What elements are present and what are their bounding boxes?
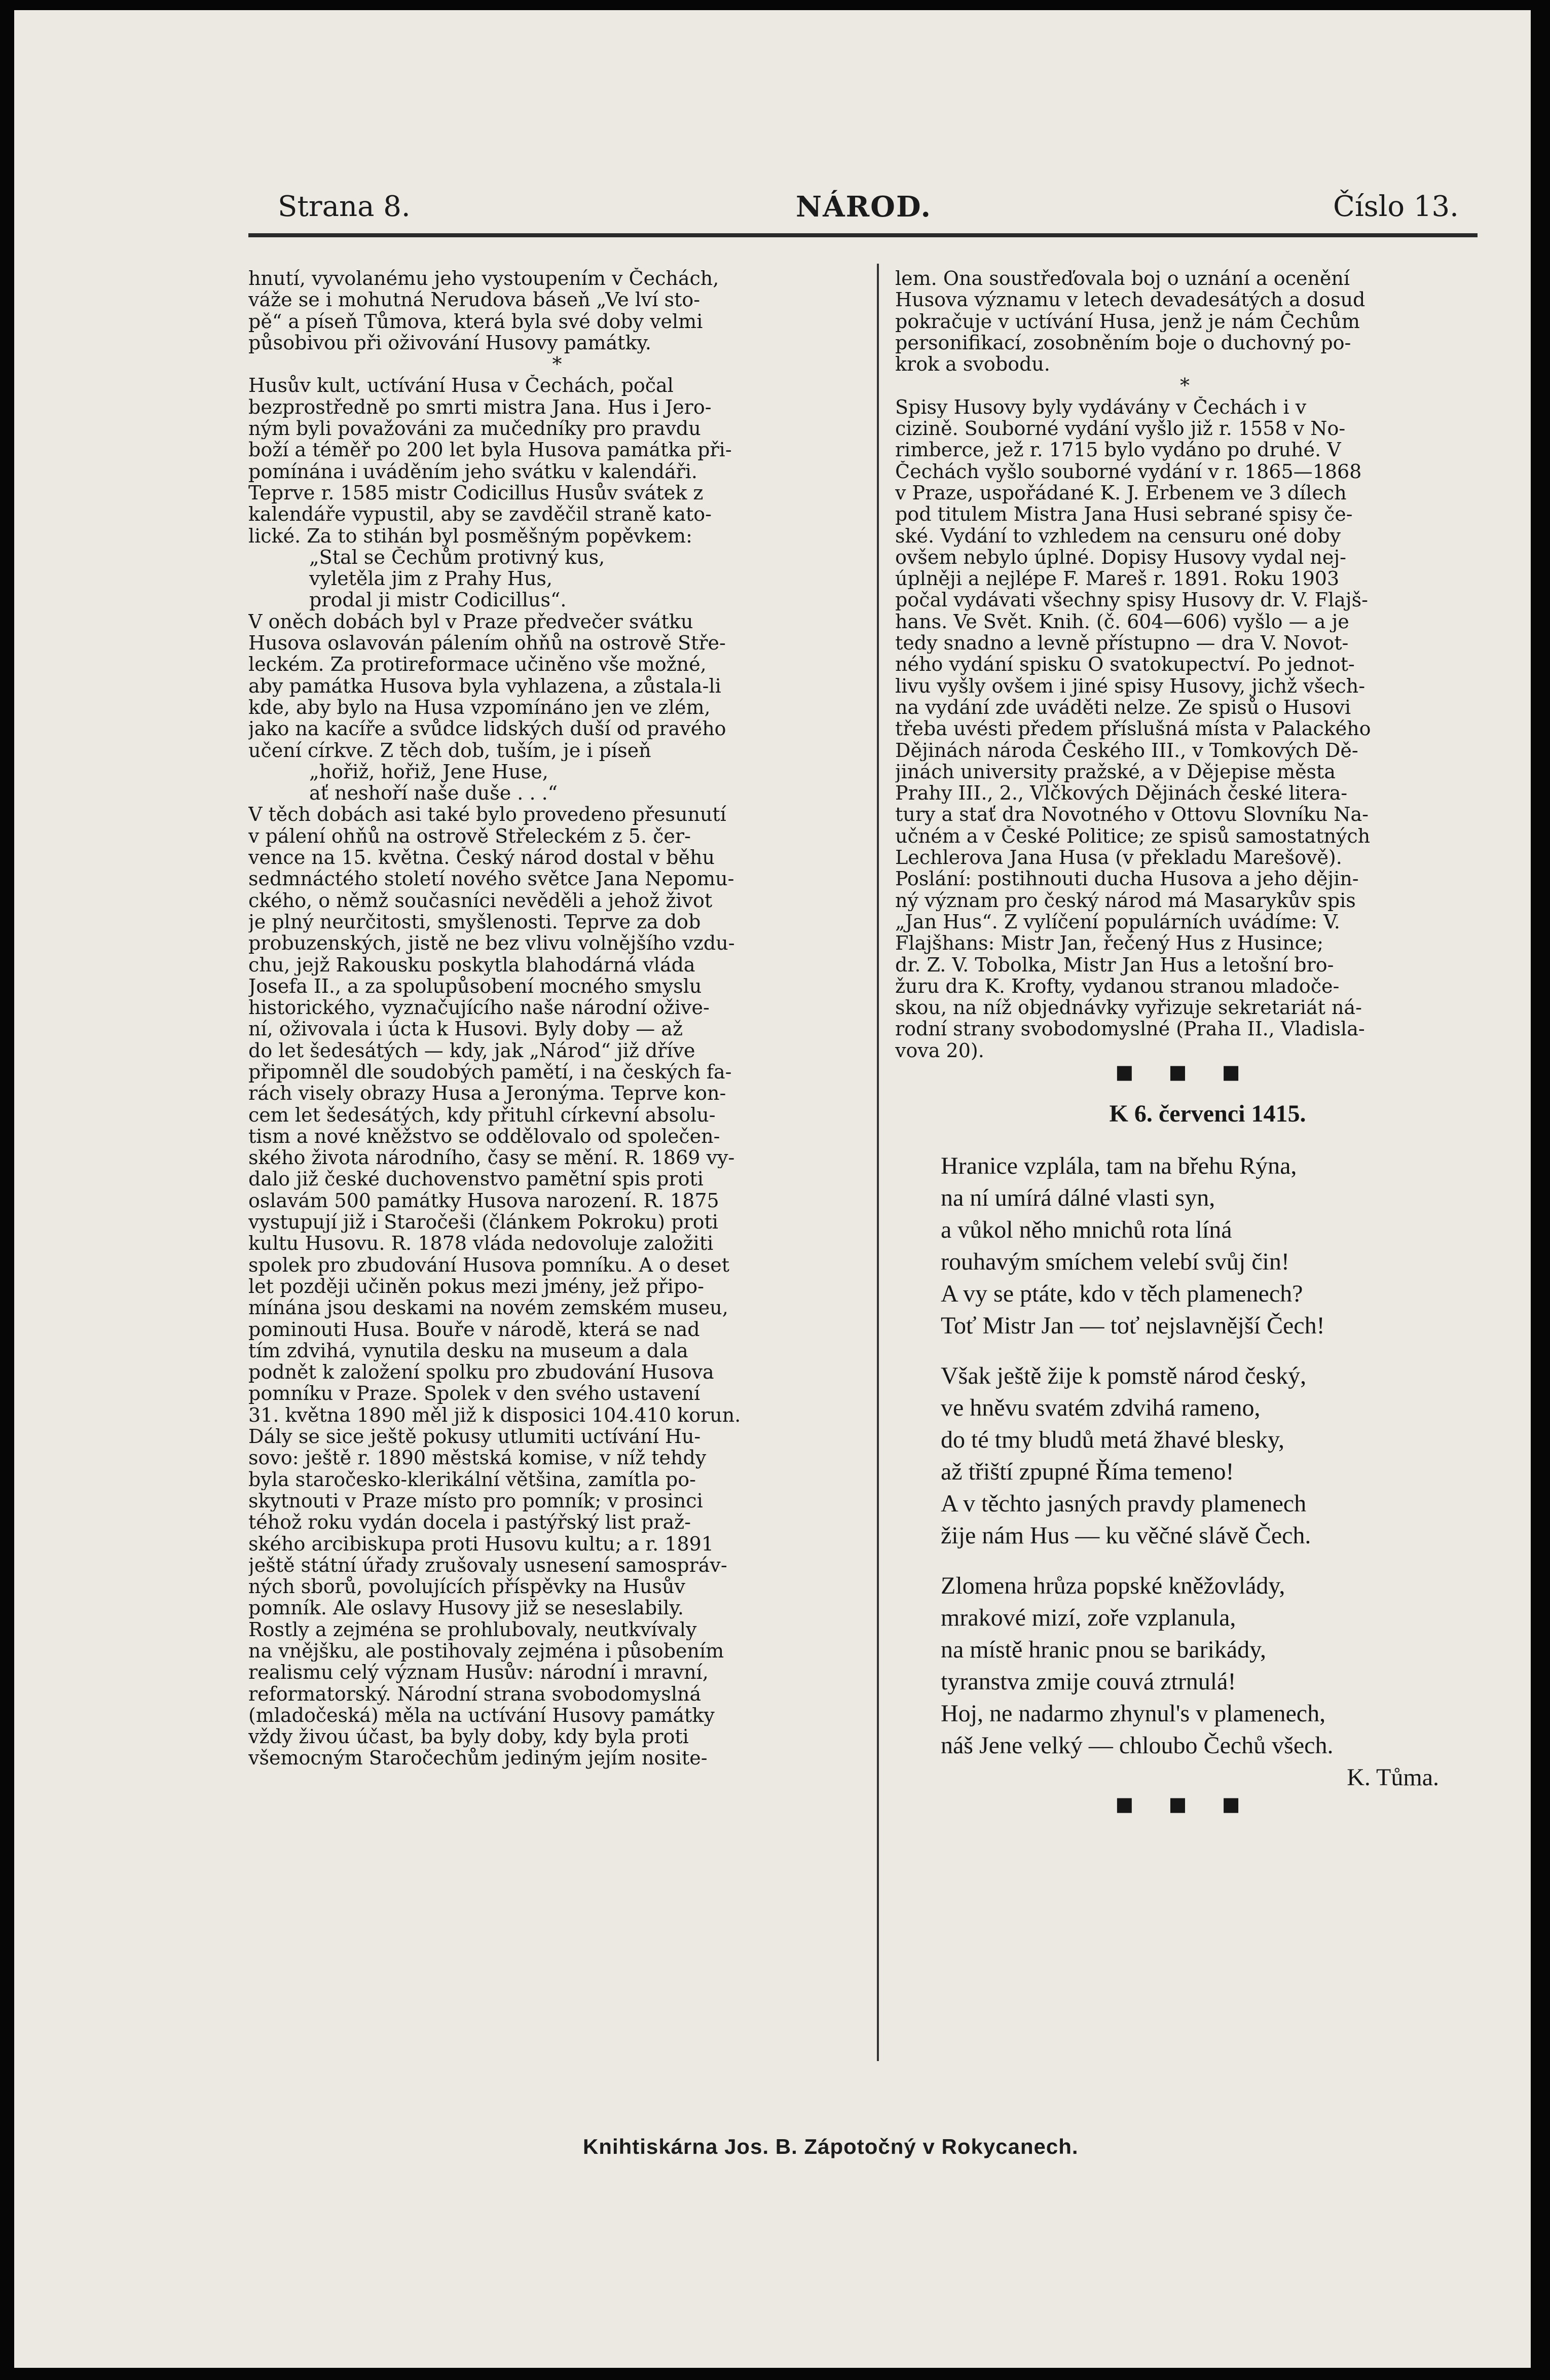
text-line: V oněch dobách byl v Praze předvečer svátku	[248, 610, 693, 633]
text-line: pomníku v Praze. Spolek v den svého ustavení	[248, 1383, 700, 1404]
text-line: na vnějšku, ale postihovaly zejména i působením	[248, 1640, 724, 1662]
verse-line: ať neshoří naše duše . . .“	[309, 782, 558, 804]
text-line: rimberce, jež r. 1715 bylo vydáno po druhé. V	[895, 439, 1341, 461]
text-line: tedy snadno a levně přístupno — dra V. Novot-	[895, 632, 1349, 654]
poem-line	[895, 1342, 1474, 1360]
poem-line: Hoj, ne nadarmo zhynul's v plamenech,	[941, 1700, 1326, 1727]
text-line: ní, oživovala i úcta k Husovi. Byly doby — až	[248, 1018, 683, 1040]
text-line: Rostly a zejména se prohlubovaly, neutkvívaly	[248, 1618, 697, 1640]
text-line: Dály se sice ještě pokusy utlumiti uctívání Hu-	[248, 1426, 701, 1448]
text-line: sedmnáctého století nového světce Jana Nepomu-	[248, 868, 734, 890]
poem-line: na místě hranic pnou se barikády,	[941, 1636, 1267, 1664]
text-line: reformatorský. Národní strana svobodomyslná	[248, 1683, 702, 1705]
text-line: hnutí, vyvolanému jeho vystoupením v Čechách,	[248, 268, 719, 290]
text-line: krok a svobodu.	[895, 353, 1050, 375]
poem-line: rouhavým smíchem velebí svůj čin!	[941, 1248, 1289, 1276]
text-line: V těch dobách asi také bylo provedeno přesunutí	[248, 804, 726, 825]
left-column	[248, 268, 866, 1769]
poem-line: na ní umírá dálné vlasti syn,	[941, 1184, 1215, 1212]
text-line: Spisy Husovy byly vydávány v Čechách i v	[895, 396, 1307, 418]
text-line: váže se i mohutná Nerudova báseň „Ve lví sto-	[248, 289, 700, 311]
verse-line: „Stal se Čechům protivný kus,	[309, 546, 605, 568]
text-line: počal vydávati všechny spisy Husovy dr. V. Flajš-	[895, 589, 1368, 611]
text-line: kde, aby bylo na Husa vzpomínáno jen ve zlém,	[248, 696, 711, 718]
text-line: historického, vyznačujícího naše národní ožive-	[248, 997, 710, 1019]
text-line: vence na 15. května. Český národ dostal v běhu	[248, 847, 715, 869]
text-line: v pálení ohňů na ostrově Střeleckém z 5. čer-	[248, 825, 691, 847]
page-number: Strana 8.	[278, 190, 411, 223]
separator-squares-end: ■ ■ ■	[1115, 1793, 1254, 1815]
text-line: všemocným Staročechům jediným jejím nosite-	[248, 1747, 708, 1769]
poem-line: mrakové mizí, zoře vzplanula,	[941, 1604, 1236, 1632]
text-line: boží a téměř po 200 let byla Husova památka při-	[248, 439, 732, 461]
text-line: tury a stať dra Novotného v Ottovu Slovníku Na-	[895, 804, 1369, 825]
text-line: podnět k založení spolku pro zbudování Husova	[248, 1361, 714, 1383]
text-line: kultu Husovu. R. 1878 vláda nedovoluje založiti	[248, 1233, 714, 1254]
text-line: Lechlerova Jana Husa (v překladu Marešově).	[895, 847, 1342, 869]
text-line: „Jan Hus“. Z vylíčení populárních uvádíme: V.	[895, 911, 1340, 933]
verse-line: „hořiž, hořiž, Jene Huse,	[309, 761, 548, 783]
section-separator: *	[1180, 375, 1190, 396]
poem-line: A vy se ptáte, kdo v těch plamenech?	[941, 1280, 1303, 1308]
text-line: tím zdvihá, vynutila desku na museum a dala	[248, 1340, 688, 1362]
text-line: kalendáře vypustil, aby se zavděčil straně kato-	[248, 503, 712, 525]
poem-title: K 6. červenci 1415.	[1109, 1100, 1306, 1128]
poem	[895, 1098, 1474, 1793]
text-line: ným byli považováni za mučedníky pro pravdu	[248, 418, 701, 440]
text-line: pominouti Husa. Bouře v národě, která se nad	[248, 1318, 700, 1340]
poem-line: Však ještě žije k pomstě národ český,	[941, 1362, 1307, 1390]
text-line: probuzenských, jistě ne bez vlivu volnějšího vzdu-	[248, 932, 735, 954]
text-line: třeba uvésti předem příslušná místa v Palackého	[895, 718, 1371, 740]
text-line: leckém. Za protireformace učiněno vše možné,	[248, 654, 707, 675]
text-line: pomník. Ale oslavy Husovy již se neseslabily.	[248, 1597, 684, 1619]
text-line: vova 20).	[895, 1039, 984, 1061]
text-line: Husova oslavován pálením ohňů na ostrově Stře-	[248, 632, 726, 654]
text-line: pomínána i uváděním jeho svátku v kalendáři.	[248, 460, 698, 482]
text-line: rodní strany svobodomyslné (Praha II., Vladisla-	[895, 1018, 1365, 1040]
text-line: Dějinách národa Českého III., v Tomkových Dě-	[895, 739, 1358, 761]
poem-line: ve hněvu svatém zdvihá rameno,	[941, 1394, 1261, 1422]
poem-line	[895, 1552, 1474, 1570]
poem-line: tyranstva zmije couvá ztrnulá!	[941, 1668, 1236, 1696]
text-line: Husův kult, uctívání Husa v Čechách, počal	[248, 375, 674, 396]
poem-author: K. Tůma.	[1347, 1764, 1439, 1791]
section-separator: *	[552, 353, 562, 375]
text-line: dalo již české duchovenstvo pamětní spis proti	[248, 1168, 704, 1190]
text-line: je plný neurčitosti, smyšlenosti. Teprve za dob	[248, 911, 701, 933]
issue-number: Číslo 13.	[1333, 190, 1459, 223]
text-line: působivou při oživování Husovy památky.	[248, 332, 651, 354]
text-line: ské. Vydání to vzhledem na censuru oné doby	[895, 525, 1341, 547]
text-line: žuru dra K. Krofty, vydanou stranou mladoče-	[895, 975, 1340, 997]
text-line: bezprostředně po smrti mistra Jana. Hus i Jero-	[248, 396, 712, 418]
right-column-text	[895, 268, 1474, 1061]
poem-line: náš Jene velký — chloubo Čechů všech.	[941, 1732, 1334, 1759]
poem-line: do té tmy bludů metá žhavé blesky,	[941, 1426, 1285, 1454]
text-line: ského života národního, časy se mění. R. 1869 vy-	[248, 1147, 735, 1169]
text-line: 31. května 1890 měl již k disposici 104.410 korun.	[248, 1404, 741, 1426]
text-line: učení církve. Z těch dob, tuším, je i píseň	[248, 739, 651, 761]
text-line: lem. Ona soustřeďovala boj o uznání a ocenění	[895, 268, 1350, 290]
poem-line: A v těchto jasných pravdy plamenech	[941, 1490, 1307, 1518]
header-rule	[248, 233, 1478, 237]
text-line: ných sborů, povolujících příspěvky na Husův	[248, 1576, 685, 1598]
text-line: vždy živou účast, ba byly doby, kdy byla proti	[248, 1726, 689, 1748]
poem-line: Hranice vzplála, tam na břehu Rýna,	[941, 1152, 1297, 1180]
text-line: skou, na níž objednávky vyřizuje sekretariát ná-	[895, 997, 1362, 1019]
newspaper-title: NÁROD.	[796, 190, 932, 224]
separator-squares: ■ ■ ■	[1115, 1061, 1254, 1083]
text-line: jako na kacíře a svůdce lidských duší od pravého	[248, 718, 726, 740]
text-line: pod titulem Mistra Jana Husi sebrané spisy če-	[895, 503, 1353, 525]
text-line: hans. Ve Svět. Knih. (č. 604—606) vyšlo — a je	[895, 610, 1349, 633]
poem-lines	[895, 1150, 1474, 1761]
text-line: Husova významu v letech devadesátých a dosud	[895, 289, 1366, 311]
text-line: pokračuje v uctívání Husa, jenž je nám Čechům	[895, 310, 1360, 332]
text-line: lické. Za to stihán byl posměšným popěvkem:	[248, 525, 692, 547]
text-line: Teprve r. 1585 mistr Codicillus Husův svátek z	[248, 482, 704, 504]
text-line: livu vyšly ovšem i jiné spisy Husovy, jichž všech-	[895, 675, 1366, 697]
text-line: dr. Z. V. Tobolka, Mistr Jan Hus a letošní bro-	[895, 954, 1334, 976]
text-line: cizině. Souborné vydání vyšlo již r. 1558 v No-	[895, 418, 1346, 440]
poem-line: žije nám Hus — ku věčné slávě Čech.	[941, 1522, 1311, 1549]
text-line: spolek pro zbudování Husova pomníku. A o deset	[248, 1254, 730, 1276]
text-line: chu, jejž Rakousku poskytla blahodárná vláda	[248, 954, 695, 976]
text-line: připomněl dle soudobých pamětí, i na českých fa-	[248, 1061, 732, 1083]
text-line: (mladočeská) měla na uctívání Husovy památky	[248, 1704, 715, 1726]
printer-imprint: Knihtiskárna Jos. B. Zápotočný v Rokycanech.	[583, 2135, 1079, 2158]
text-line: oslavám 500 památky Husova narození. R. 1875	[248, 1189, 719, 1212]
text-line: aby památka Husova byla vyhlazena, a zůstala-li	[248, 675, 721, 697]
text-line: personifikací, zosobněním boje o duchovný po-	[895, 332, 1351, 354]
text-line: ovšem nebylo úplné. Dopisy Husovy vydal nej-	[895, 546, 1346, 568]
text-line: na vydání zde uváděti nelze. Ze spisů o Husovi	[895, 696, 1351, 718]
text-line: Prahy III., 2., Vlčkových Dějinách české litera-	[895, 782, 1348, 804]
text-line: rách visely obrazy Husa a Jeronýma. Teprve kon-	[248, 1083, 726, 1104]
text-line: ského arcibiskupa proti Husovu kultu; a r. 1891	[248, 1533, 714, 1555]
text-line: ného vydání spisku O svatokupectví. Po jednot-	[895, 654, 1355, 675]
poem-line: Zlomena hrůza popské kněžovlády,	[941, 1572, 1285, 1600]
text-line: pě“ a píseň Tůmova, která byla své doby velmi	[248, 310, 703, 332]
text-line: do let šedesátých — kdy, jak „Národ“ již dříve	[248, 1039, 695, 1061]
text-line: téhož roku vydán docela i pastýřský list praž-	[248, 1511, 691, 1533]
text-line: jinách university pražské, a v Dějepise města	[895, 761, 1336, 783]
text-line: Čechách vyšlo souborné vydání v r. 1865—1868	[895, 460, 1362, 482]
text-line: byla staročesko-klerikální většina, zamítla po-	[248, 1468, 696, 1490]
text-line: ještě státní úřady zrušovaly usnesení samospráv-	[248, 1554, 727, 1576]
poem-line: až třiští zpupné Říma temeno!	[941, 1458, 1234, 1486]
text-line: cem let šedesátých, kdy přituhl církevní absolu-	[248, 1104, 716, 1126]
poem-line: Toť Mistr Jan — toť nejslavnější Čech!	[941, 1312, 1325, 1340]
text-line: učném a v České Politice; ze spisů samostatných	[895, 825, 1371, 847]
text-line: Josefa II., a za spolupůsobení mocného smyslu	[248, 975, 702, 997]
text-line: ckého, o němž současníci nevěděli a jehož život	[248, 889, 713, 911]
text-line: skytnouti v Praze místo pro pomník; v prosinci	[248, 1490, 703, 1512]
text-line: ný význam pro český národ má Masarykův spis	[895, 889, 1356, 911]
text-line: sovo: ještě r. 1890 městská komise, v níž tehdy	[248, 1447, 707, 1469]
text-line: let později učiněn pokus mezi jmény, jež připo-	[248, 1275, 704, 1297]
verse-line: prodal ji mistr Codicillus“.	[309, 589, 567, 611]
text-line: Poslání: postihnouti ducha Husova a jeho dějin-	[895, 868, 1359, 890]
text-line: realismu celý význam Husův: národní i mravní,	[248, 1662, 709, 1683]
text-line: mínána jsou deskami na novém zemském museu,	[248, 1297, 728, 1319]
text-line: tism a nové kněžstvo se oddělovalo od společen-	[248, 1125, 720, 1147]
text-line: v Praze, uspořádané K. J. Erbenem ve 3 dílech	[895, 482, 1347, 504]
poem-line: a vůkol něho mnichů rota líná	[941, 1216, 1232, 1244]
right-column	[895, 268, 1474, 1815]
text-line: Flajšhans: Mistr Jan, řečený Hus z Husince;	[895, 932, 1324, 954]
text-line: vystupují již i Staročeši (článkem Pokroku) proti	[248, 1211, 718, 1233]
verse-line: vyletěla jim z Prahy Hus,	[309, 568, 552, 590]
text-line: úplněji a nejlépe F. Mareš r. 1891. Roku 1903	[895, 568, 1340, 590]
column-divider	[877, 264, 879, 2061]
